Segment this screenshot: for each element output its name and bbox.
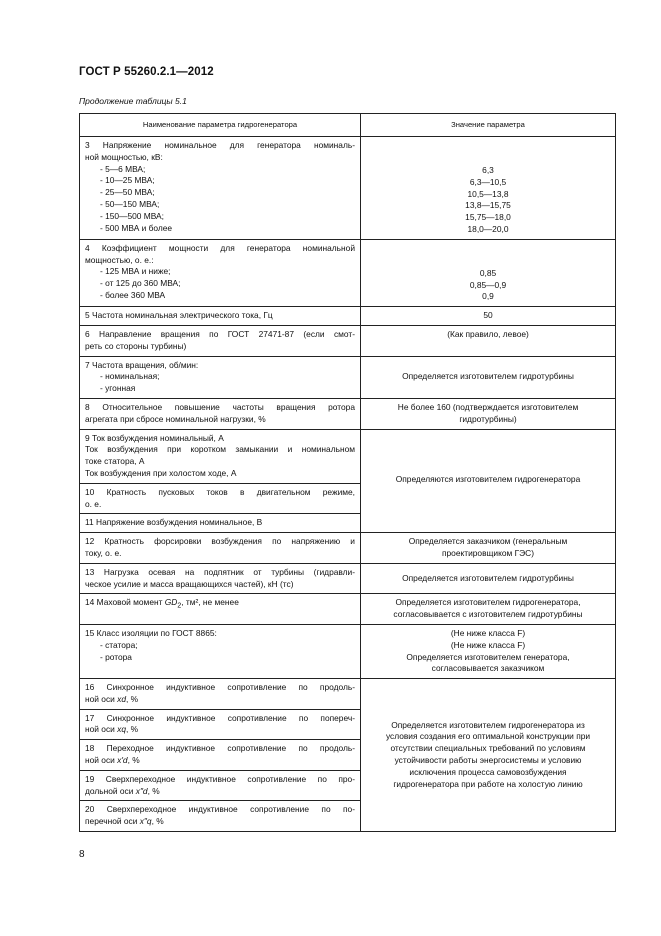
param-line: 8 Относительное повышение частоты вращения ротора <box>85 401 355 412</box>
value-line: (Как правило, левое) <box>447 328 529 339</box>
table-row <box>80 137 616 240</box>
value-line: согласовывается заказчиком <box>431 663 545 674</box>
param-symbol: x"q <box>139 816 152 827</box>
value-line: 6,3—10,5 <box>469 176 507 187</box>
value-line: Определяется изготовителем генератора, <box>406 651 570 662</box>
param-line: 17 Синхронное индуктивное сопротивление по попереч- <box>85 712 355 723</box>
param-line: 4 Коэффициент мощности для генератора номинальной <box>85 242 355 253</box>
table-row <box>80 594 616 625</box>
param-line <box>85 694 355 706</box>
param-cell <box>80 514 361 533</box>
param-cell <box>80 563 361 594</box>
value-cell <box>361 679 616 832</box>
value-line: (Не ниже класса F) <box>450 627 526 638</box>
param-text: ной оси <box>85 724 118 735</box>
sub-item: - ротора <box>100 651 132 662</box>
param-line <box>85 597 355 612</box>
param-line <box>85 816 355 828</box>
sub-item: - от 125 до 360 МВА; <box>100 278 181 289</box>
column-header-parameter: Наименование параметра гидрогенератора <box>80 114 361 137</box>
param-line: 7 Частота вращения, об/мин: <box>85 359 199 370</box>
document-header: ГОСТ Р 55260.2.1—2012 <box>79 66 214 78</box>
sub-item: - 5—6 МВА; <box>100 163 146 174</box>
value-line: гидрогенератора при работе на холостую линию <box>393 778 583 789</box>
sub-item: - более 360 МВА <box>100 289 166 300</box>
value-cell <box>361 398 616 429</box>
param-line: 5 Частота номинальная электрического тока, Гц <box>85 310 273 321</box>
param-text: , % <box>127 755 140 766</box>
parameters-table <box>79 113 616 832</box>
param-line: Ток возбуждения при коротком замыкании и номинальном <box>85 444 355 455</box>
value-cell <box>361 533 616 564</box>
value-cell <box>361 325 616 356</box>
sub-item: - 50—150 МВА; <box>100 198 160 209</box>
value-cell <box>361 356 616 398</box>
param-cell <box>80 533 361 564</box>
param-cell <box>80 709 361 740</box>
param-text: перечной оси <box>85 816 140 827</box>
param-line: мощностью, о. е.: <box>85 254 154 265</box>
sub-item: - 150—500 МВА; <box>100 210 164 221</box>
value-line: Определяется изготовителем гидротурбины <box>402 572 574 583</box>
param-line: 18 Переходное индуктивное сопротивление по продоль- <box>85 743 355 754</box>
value-line: 15,75—18,0 <box>465 212 511 223</box>
value-line: 10,5—13,8 <box>467 188 509 199</box>
param-cell <box>80 356 361 398</box>
param-cell <box>80 239 361 306</box>
param-line <box>85 786 355 798</box>
param-cell <box>80 137 361 240</box>
sub-item: - угонная <box>100 383 136 394</box>
value-cell <box>361 137 616 240</box>
table-header-row <box>80 114 616 137</box>
table-row <box>80 429 616 483</box>
sub-item: - 500 МВА и более <box>100 222 173 233</box>
value-line: Определяется заказчиком (генеральным <box>408 536 568 547</box>
sub-item: - статора; <box>100 639 138 650</box>
param-line: 19 Сверхпереходное индуктивное сопротивление по про- <box>85 773 355 784</box>
param-cell <box>80 770 361 801</box>
param-text: дольной оси <box>85 785 136 796</box>
param-line: 11 Напряжение возбуждения номинальное, В <box>85 517 263 528</box>
value-cell <box>361 429 616 533</box>
param-text: 14 Маховой момент <box>85 597 165 608</box>
param-line: 20 Сверхпереходное индуктивное сопротивление по по- <box>85 804 355 815</box>
value-cell <box>361 563 616 594</box>
table-row <box>80 563 616 594</box>
param-line: току, о. е. <box>85 547 122 558</box>
param-cell <box>80 740 361 771</box>
param-cell <box>80 801 361 832</box>
param-line: Ток возбуждения при холостом ходе, А <box>85 467 237 478</box>
value-line: 50 <box>483 310 493 321</box>
value-line: проектировщиком ГЭС) <box>441 547 534 558</box>
table-row <box>80 533 616 564</box>
page-number: 8 <box>79 849 85 860</box>
table-row <box>80 398 616 429</box>
value-line: Определяется изготовителем гидротурбины <box>402 371 574 382</box>
param-text: , % <box>126 693 139 704</box>
param-line: о. е. <box>85 498 102 509</box>
symbol-subscript: 2 <box>177 602 182 610</box>
table-row <box>80 356 616 398</box>
param-line <box>85 724 355 736</box>
param-line <box>85 755 355 767</box>
value-line: Определяется изготовителем гидрогенератора, <box>395 597 581 608</box>
value-cell <box>361 624 616 678</box>
value-line: Определяются изготовителем гидрогенератора <box>395 473 581 484</box>
value-line: 13,8—15,75 <box>465 200 511 211</box>
table-caption: Продолжение таблицы 5.1 <box>79 96 187 106</box>
value-line: 18,0—20,0 <box>467 223 509 234</box>
value-line: Не более 160 (подтверждается изготовителем <box>397 401 579 412</box>
param-text: ной оси <box>85 693 118 704</box>
param-symbol: xd <box>117 693 126 704</box>
param-cell <box>80 398 361 429</box>
param-cell <box>80 594 361 625</box>
value-line: 0,85 <box>479 267 497 278</box>
param-line: реть со стороны турбины) <box>85 340 187 351</box>
value-line: 0,85—0,9 <box>469 279 507 290</box>
param-text: , % <box>151 816 164 827</box>
param-line: ной мощностью, кВ: <box>85 151 163 162</box>
param-line: агрегата при сбросе номинальной нагрузки, % <box>85 413 266 424</box>
param-cell <box>80 429 361 483</box>
param-symbol: xq <box>117 724 126 735</box>
param-text: , тм², не менее <box>181 597 239 608</box>
param-cell <box>80 679 361 710</box>
param-cell <box>80 483 361 514</box>
param-symbol: x'd <box>117 755 128 766</box>
value-line: условия создания его оптимальной конструкции при <box>385 731 591 742</box>
value-line: 0,9 <box>482 291 494 302</box>
param-cell <box>80 325 361 356</box>
param-text: , % <box>126 724 139 735</box>
sub-item: - номинальная; <box>100 371 160 382</box>
param-cell <box>80 624 361 678</box>
sub-item: - 125 МВА и ниже; <box>100 266 171 277</box>
value-line: Определяется изготовителем гидрогенератора из <box>391 719 585 730</box>
value-line: согласовывается с изготовителем гидротурбины <box>393 609 583 620</box>
param-cell <box>80 307 361 326</box>
param-line: 15 Класс изоляции по ГОСТ 8865: <box>85 627 217 638</box>
value-cell <box>361 239 616 306</box>
value-line: исключения процесса самовозбуждения <box>409 766 567 777</box>
param-line: ческое усилие и масса вращающихся частей), кН (тс) <box>85 578 294 589</box>
table-row <box>80 624 616 678</box>
table-row <box>80 679 616 710</box>
param-text: , % <box>147 785 160 796</box>
value-line: гидротурбины) <box>459 413 517 424</box>
value-line: (Не ниже класса F) <box>450 639 526 650</box>
table-row <box>80 307 616 326</box>
param-line: 12 Кратность форсировки возбуждения по напряжению и <box>85 536 355 547</box>
table-row <box>80 239 616 306</box>
param-text: ной оси <box>85 755 118 766</box>
param-symbol: x"d <box>135 785 148 796</box>
value-cell <box>361 307 616 326</box>
sub-item: - 10—25 МВА; <box>100 175 155 186</box>
param-line: 9 Ток возбуждения номинальный, А <box>85 432 224 443</box>
sub-item: - 25—50 МВА; <box>100 187 155 198</box>
param-line: 16 Синхронное индуктивное сопротивление по продоль- <box>85 682 355 693</box>
param-line: 13 Нагрузка осевая на подпятник от турбины (гидравли- <box>85 566 355 577</box>
value-line: отсутствии специальных требований по условиям <box>390 743 586 754</box>
param-line: 3 Напряжение номинальное для генератора номиналь- <box>85 140 355 150</box>
value-cell <box>361 594 616 625</box>
symbol-gd: GD <box>164 597 178 608</box>
table-row <box>80 325 616 356</box>
param-line: токе статора, А <box>85 456 145 467</box>
value-line: устойчивости работы энергосистемы и условию <box>394 755 582 766</box>
column-header-value: Значение параметра <box>361 114 616 137</box>
param-line: 10 Кратность пусковых токов в двигательном режиме, <box>85 486 355 497</box>
param-line: 6 Направление вращения по ГОСТ 27471-87 (если смот- <box>85 328 355 339</box>
value-line: 6,3 <box>482 165 494 175</box>
